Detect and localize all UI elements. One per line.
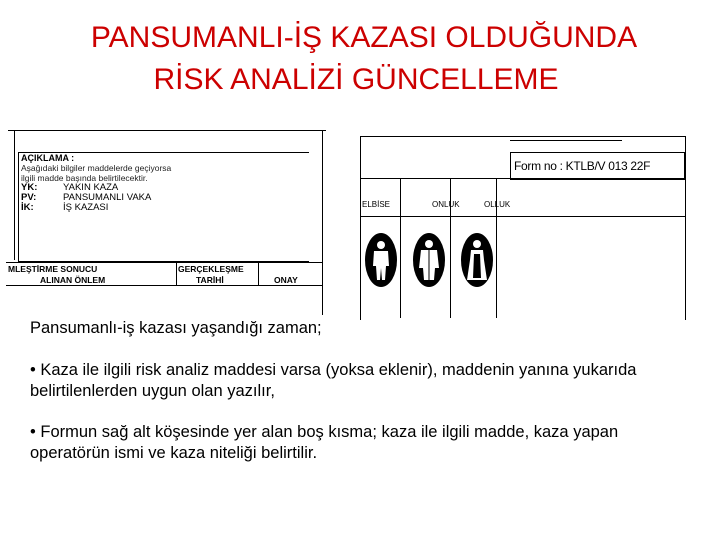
form-footer-bar <box>6 262 322 286</box>
ppe-col-divider-2 <box>450 178 451 318</box>
form-border-right-right <box>685 136 686 320</box>
legend-yk-code: YK: <box>21 182 38 193</box>
form-number: Form no : KTLB/V 013 22F <box>510 152 685 180</box>
body-bullet-1: • Kaza ile ilgili risk analiz maddesi varsa (yoksa eklenir), maddenin yanına yukarıda belirtilenlerden uygun olan yazılır, <box>30 361 637 400</box>
form-border-top-right <box>360 136 686 137</box>
ppe-row-divider <box>360 216 686 217</box>
work-coat-icon <box>412 232 446 288</box>
legend-yk-text: YAKIN KAZA <box>63 182 119 193</box>
left-form-excerpt <box>6 130 326 315</box>
legend-pv-code: PV: <box>21 192 37 203</box>
aciklama-line-2: ilgili madde başında belirtilecektir. <box>21 173 148 183</box>
legend-ik-text: İŞ KAZASI <box>63 202 109 213</box>
form-border-left-right <box>360 136 361 320</box>
legend-ik <box>19 203 309 213</box>
footer-divider-1 <box>176 263 177 285</box>
aciklama-line-1: Aşağıdaki bilgiler maddelerde geçiyorsa <box>21 163 172 173</box>
ppe-label-onluk: ONLUK <box>432 200 460 209</box>
ppe-row-top <box>360 178 686 179</box>
ppe-col-divider-1 <box>400 178 401 318</box>
footer-realization-label: GERÇEKLEŞME <box>178 264 244 274</box>
slide-title-line-2: RİSK ANALİZİ GÜNCELLEME <box>153 63 559 96</box>
form-border-top <box>8 130 326 131</box>
aciklama-label: AÇIKLAMA : <box>21 153 75 163</box>
ppe-label-elbise: ELBİSE <box>362 200 391 209</box>
footer-divider-2 <box>258 263 259 285</box>
footer-approval-label: ONAY <box>274 275 298 285</box>
footer-date-label: TARİHİ <box>196 275 224 285</box>
form-header-line <box>510 140 622 141</box>
form-border-right <box>322 130 323 315</box>
aciklama-box <box>18 152 309 262</box>
protective-suit-icon <box>364 232 398 288</box>
body-paragraph-intro: Pansumanlı-iş kazası yaşandığı zaman; <box>30 319 322 337</box>
apron-icon <box>460 232 494 288</box>
body-bullet-2: • Formun sağ alt köşesinde yer alan boş kısma; kaza ile ilgili madde, kaza yapan operatörün ismi ve kaza niteliği belirtilir. <box>30 423 619 462</box>
legend-ik-code: İK: <box>21 202 34 213</box>
form-border-left <box>14 130 15 260</box>
footer-measure-label: ALINAN ÖNLEM <box>40 275 106 285</box>
slide-title-line-1: PANSUMANLI-İŞ KAZASI OLDUĞUNDA <box>90 21 638 54</box>
legend-pv-text: PANSUMANLI VAKA <box>63 192 152 203</box>
ppe-col-divider-3 <box>496 178 497 318</box>
footer-evaluation-label: MLEŞTİRME SONUCU <box>8 264 98 274</box>
right-form-excerpt <box>360 128 686 320</box>
ppe-label-olluk: OLLUK <box>484 200 511 209</box>
